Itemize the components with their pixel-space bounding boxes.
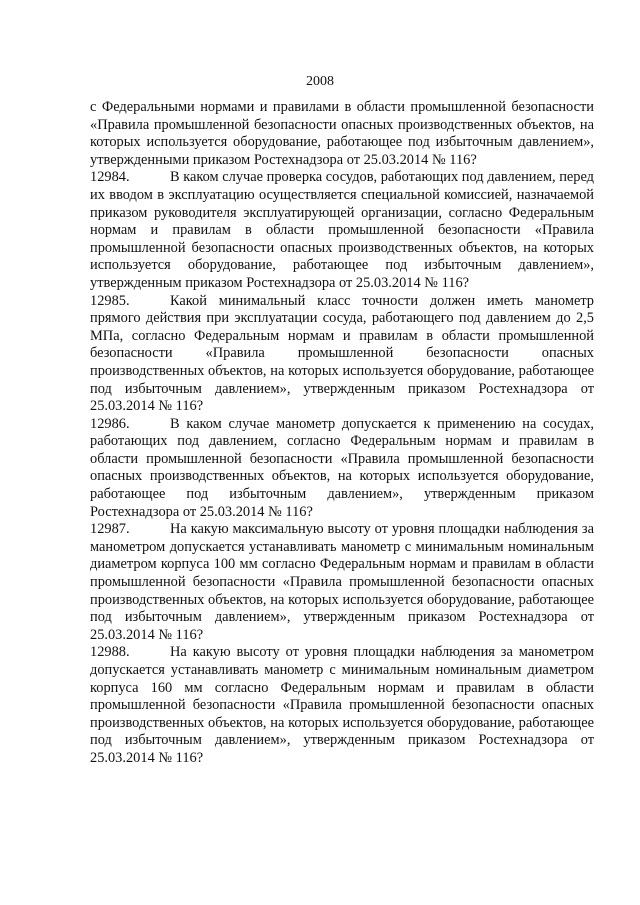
question-text: В каком случае проверка сосудов, работающих под давлением, перед их вводом в эксплуатацию осуществляется специальной комиссией, назначаемой приказом руководителя эксплуатирующей организации, согласно Федеральным нормам и правилам в области промышленной безопасности «Правила промышленной безопасности опасных производственных объектов, на которых используется оборудование, работающее под избыточным давлением», утвержденным приказом Ростехнадзора от 25.03.2014 № 116? — [90, 169, 594, 291]
question-12986 — [90, 416, 594, 522]
question-text: На какую высоту от уровня площадки наблюдения за манометром допускается устанавливать манометр с минимальным номинальным диаметром корпуса 160 мм согласно Федеральным нормам и правилам в области промышленной безопасности «Правила промышленной безопасности опасных производственных объектов, на которых используется оборудование, работающее под избыточным давлением», утвержденным приказом Ростехнадзора от 25.03.2014 № 116? — [90, 644, 594, 766]
question-number: 12984. — [90, 169, 130, 186]
question-12988 — [90, 644, 594, 767]
question-text: Какой минимальный класс точности должен иметь манометр прямого действия при эксплуатации сосуда, работающего под давлением до 2,5 МПа, согласно Федеральным нормам и правилам в области промышленной безопасности «Правила промышленной безопасности опасных производственных объектов, на которых используется оборудование, работающее под избыточным давлением», утвержденным приказом Ростехнадзора от 25.03.2014 № 116? — [90, 292, 594, 415]
question-12985 — [90, 293, 594, 416]
question-text: В каком случае манометр допускается к применению на сосудах, работающих под давлением, согласно Федеральным нормам и правилам в области промышленной безопасности «Правила промышленной безопасности опасных производственных объектов, на которых используется оборудование, работающее под избыточным давлением», утвержденным приказом Ростехнадзора от 25.03.2014 № 116? — [90, 415, 594, 520]
question-number: 12988. — [90, 644, 130, 661]
question-number: 12986. — [90, 415, 130, 432]
document-body — [90, 99, 594, 768]
question-text: На какую максимальную высоту от уровня площадки наблюдения за манометром допускается устанавливать манометр с минимальным номинальным диаметром корпуса 100 мм согласно Федеральным нормам и правилам в области промышленной безопасности «Правила промышленной безопасности опасных производственных объектов, на которых используется оборудование, работающее под избыточным давлением», утвержденным приказом Ростехнадзора от 25.03.2014 № 116? — [90, 521, 594, 643]
question-12984 — [90, 169, 594, 292]
question-number: 12985. — [90, 292, 130, 309]
page-number: 2008 — [306, 74, 334, 89]
question-number: 12987. — [90, 521, 130, 538]
intro-paragraph: с Федеральными нормами и правилами в области промышленной безопасности «Правила промышленной безопасности опасных производственных объектов, на которых используется оборудование, работающее под избыточным давлением», утвержденными приказом Ростехнадзора от 25.03.2014 № 116? — [90, 99, 594, 168]
question-12987 — [90, 521, 594, 644]
